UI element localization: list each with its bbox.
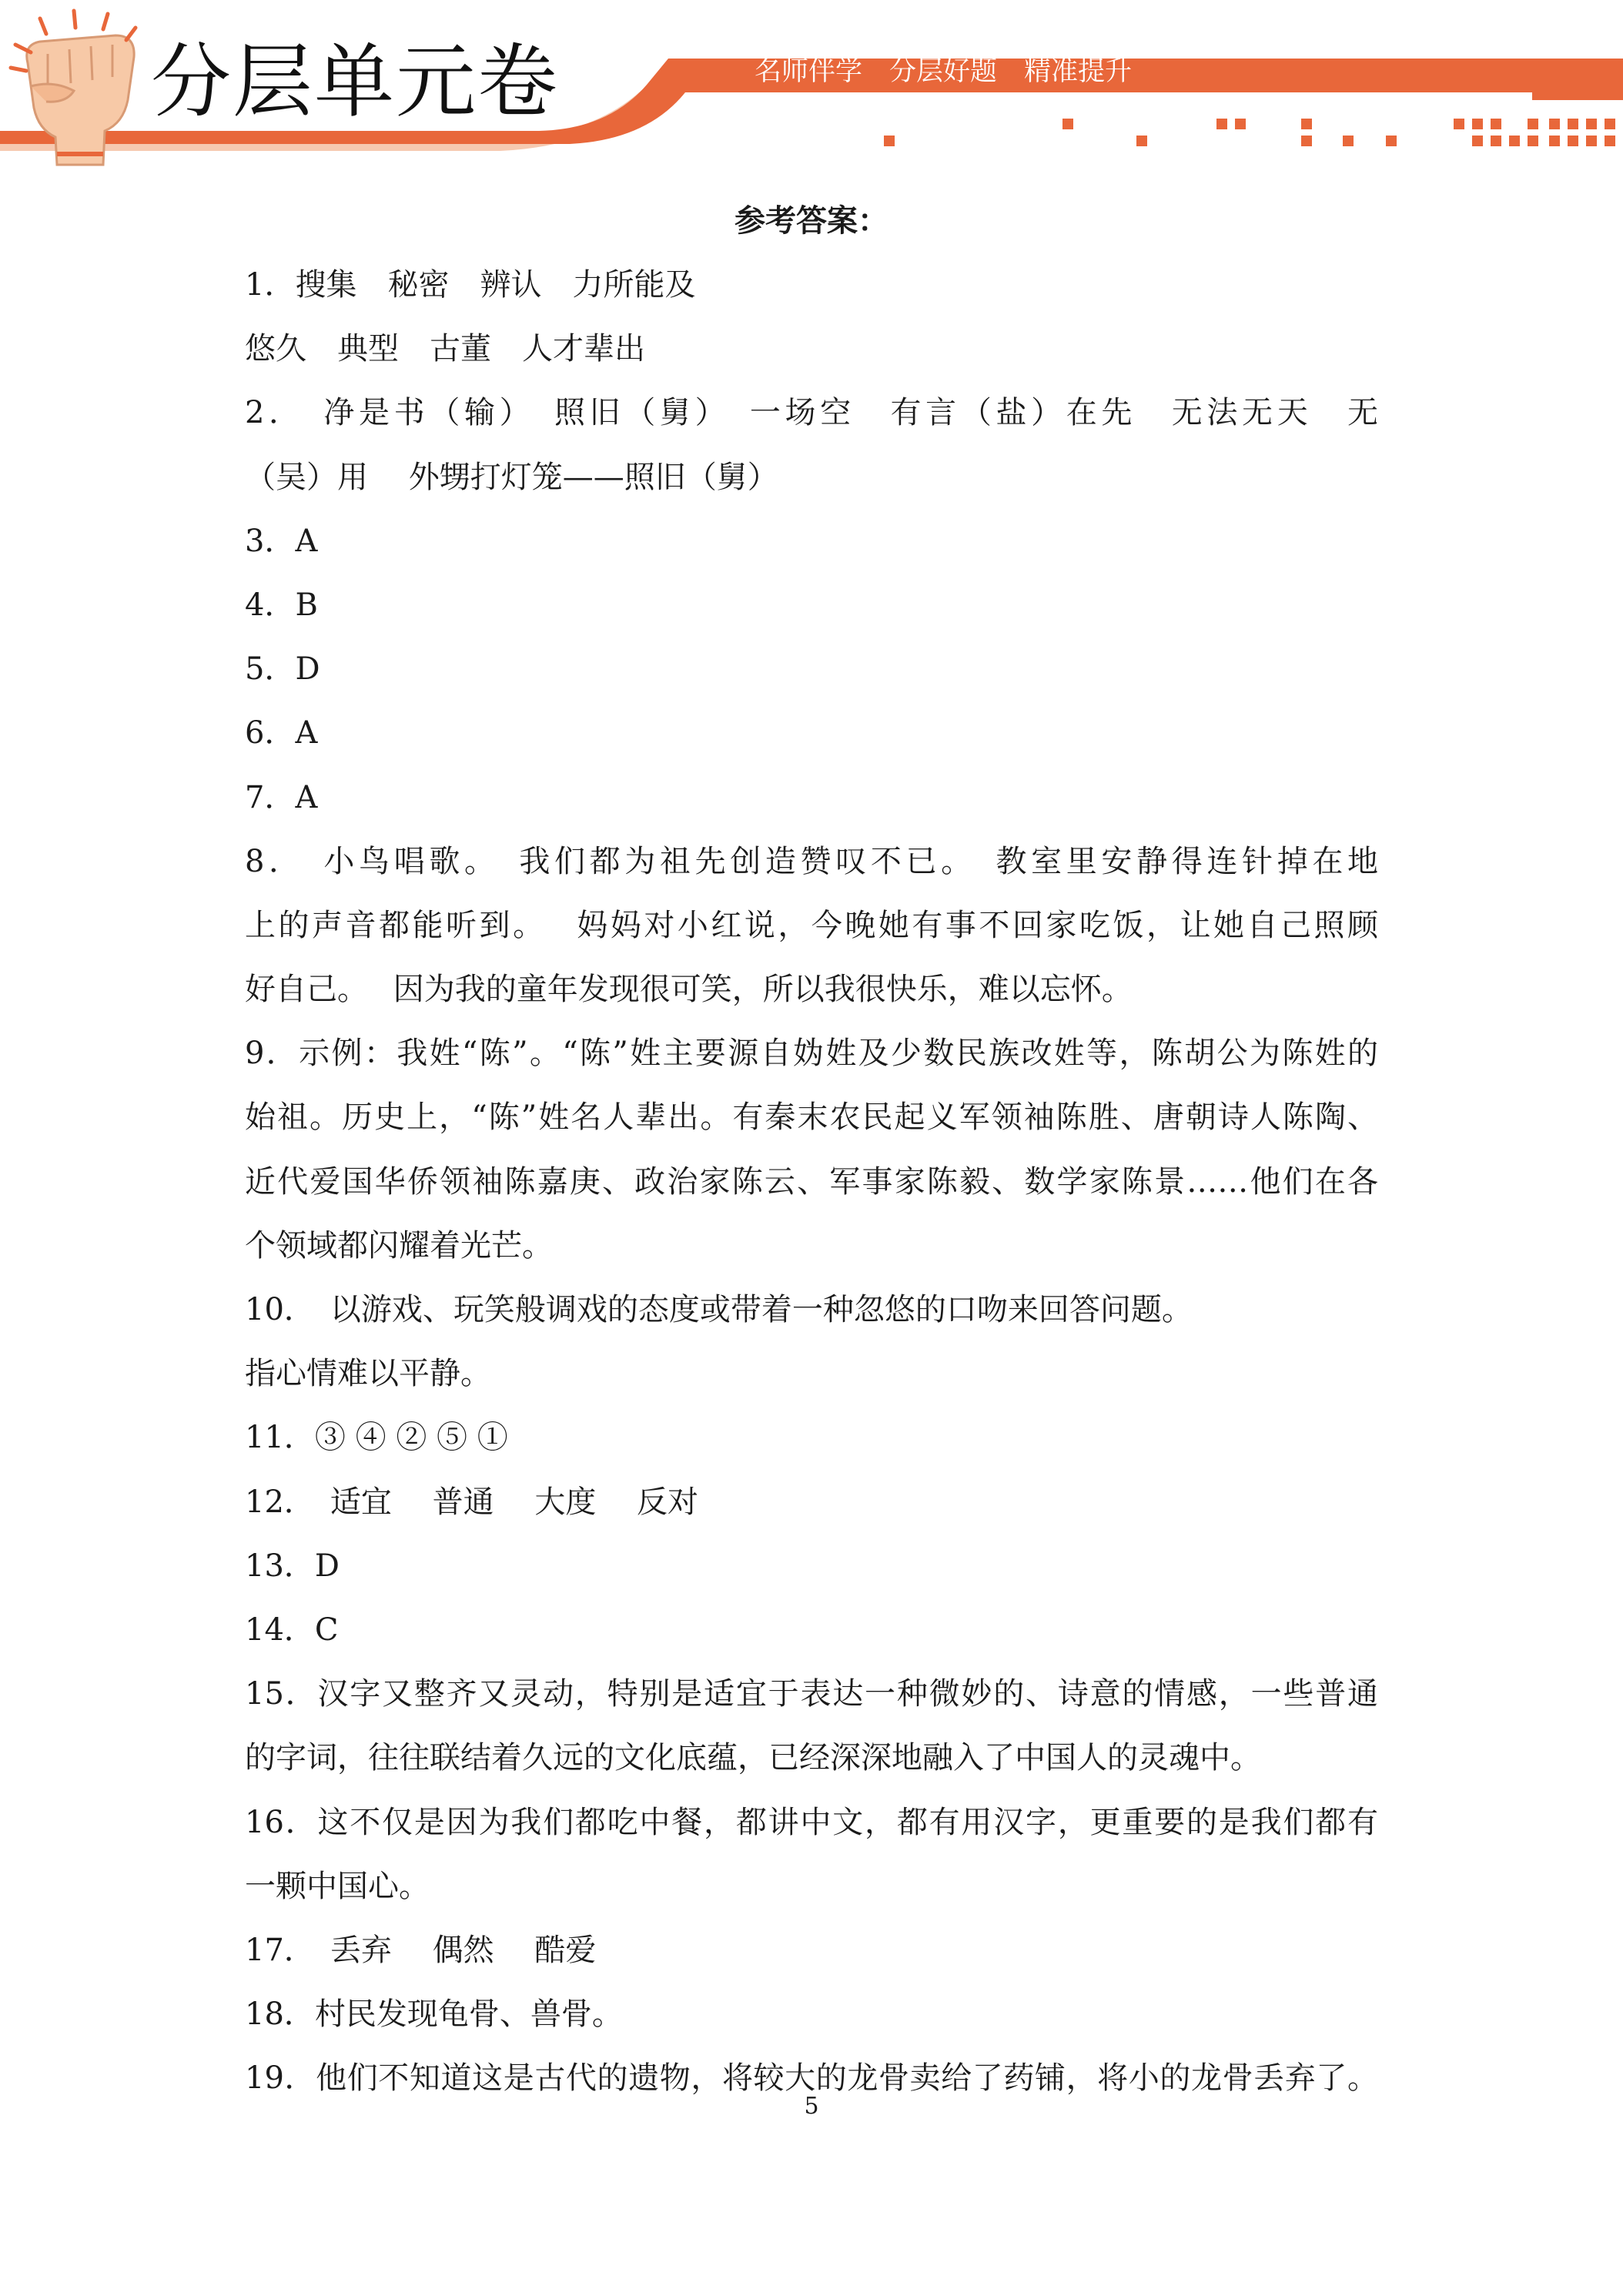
- answer-line: 11．③ ④ ② ⑤ ①: [245, 1420, 508, 1456]
- answer-line: 5．D: [245, 651, 320, 688]
- answer-line: 上的声音都能听到。 妈妈对小红说，今晚她有事不回家吃饭，让她自己照顾: [245, 907, 1378, 943]
- answer-lines: [245, 253, 1378, 2110]
- page-number: 5: [804, 2093, 819, 2120]
- answer-line: 近代爱国华侨领袖陈嘉庚、政治家陈云、军事家陈毅、数学家陈景……他们在各: [245, 1163, 1378, 1200]
- answer-line: 悠久 典型 古董 人才辈出: [245, 331, 645, 367]
- answer-line: 的字词，往往联结着久远的文化底蕴，已经深深地融入了中国人的灵魂中。: [245, 1740, 1261, 1776]
- answer-line: 2． 净是书（输） 照旧（舅） 一场空 有言（盐）在先 无法无天 无: [245, 395, 1378, 431]
- answer-line: 始祖。历史上，“陈”姓名人辈出。有秦末农民起义军领袖陈胜、唐朝诗人陈陶、: [245, 1099, 1378, 1136]
- answer-line: 18．村民发现龟骨、兽骨。: [245, 1996, 623, 2033]
- answer-heading: 参考答案：: [735, 202, 888, 239]
- answer-key: [245, 189, 1378, 2110]
- answer-line: 17． 丢弃 偶然 酷爱: [245, 1932, 597, 1968]
- answer-line: 19．他们不知道这是古代的遗物，将较大的龙骨卖给了药铺，将小的龙骨丢弃了。: [245, 2060, 1378, 2097]
- answer-line: 3．A: [245, 523, 318, 559]
- answer-line: 8． 小鸟唱歌。 我们都为祖先创造赞叹不已。 教室里安静得连针掉在地: [245, 843, 1378, 879]
- answer-line: 1．搜集 秘密 辨认 力所能及: [245, 267, 696, 303]
- answer-line: 4．B: [245, 587, 318, 623]
- answer-line: 指心情难以平静。: [245, 1356, 491, 1392]
- answer-line: （吴）用 外甥打灯笼——照旧（舅）: [245, 459, 778, 495]
- dot-pattern: [884, 119, 1615, 146]
- answer-line: 9．示例：我姓“陈”。“陈”姓主要源自妫姓及少数民族改姓等，陈胡公为陈姓的: [245, 1036, 1378, 1072]
- brand-title: 分层单元卷: [151, 35, 560, 129]
- header-slogan: 名师伴学 分层好题 精准提升: [755, 56, 1133, 87]
- answer-line: 10． 以游戏、玩笑般调戏的态度或带着一种忽悠的口吻来回答问题。: [245, 1292, 1193, 1327]
- answer-line: 13．D: [245, 1548, 340, 1584]
- answer-line: 12． 适宜 普通 大度 反对: [245, 1484, 699, 1520]
- page-header: [0, 0, 1623, 177]
- answer-line: 好自己。 因为我的童年发现很可笑，所以我很快乐，难以忘怀。: [245, 972, 1133, 1008]
- answer-line: 16．这不仅是因为我们都吃中餐，都讲中文，都有用汉字，更重要的是我们都有: [245, 1804, 1378, 1840]
- answer-line: 6．A: [245, 715, 318, 751]
- answer-line: 7．A: [245, 779, 318, 815]
- answer-line: 15．汉字又整齐又灵动，特别是适宜于表达一种微妙的、诗意的情感，一些普通: [245, 1676, 1378, 1712]
- answer-line: 14．C: [245, 1612, 339, 1648]
- answer-line: 一颗中国心。: [245, 1868, 430, 1904]
- answer-line: 个领域都闪耀着光芒。: [245, 1227, 553, 1263]
